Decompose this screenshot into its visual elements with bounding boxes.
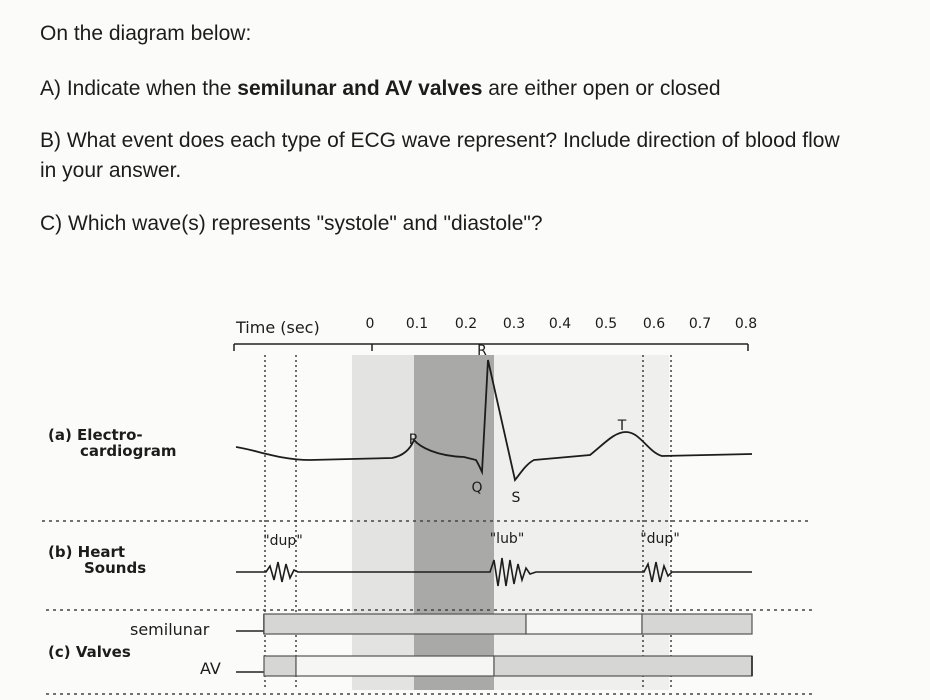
ecg-wave-t-label: T bbox=[617, 418, 627, 434]
time-axis-ticks bbox=[366, 316, 758, 332]
valves-row-label: (c) Valves bbox=[48, 643, 131, 661]
question-a-prefix: A) Indicate when the bbox=[40, 77, 238, 100]
ecg-wave-s-label: S bbox=[511, 490, 521, 506]
question-a-bold: semilunar and AV valves bbox=[237, 77, 483, 100]
tick-label: 0.1 bbox=[405, 316, 429, 332]
semilunar-valve-track bbox=[236, 614, 752, 634]
heart-sound-lub: "lub" bbox=[489, 531, 525, 547]
ecg-wave-p-label: P bbox=[408, 432, 418, 448]
semilunar-label: semilunar bbox=[130, 620, 210, 639]
question-b: B) What event does each type of ECG wave represent? Include direction of blood flow in your answer. bbox=[40, 129, 840, 182]
question-a-suffix: are either open or closed bbox=[482, 77, 721, 100]
ecg-wave-r-label: R bbox=[477, 343, 487, 359]
tick-label: 0.2 bbox=[454, 316, 478, 332]
tick-label: 0.3 bbox=[502, 316, 526, 332]
heart-sound-dup-left: "dup" bbox=[263, 533, 303, 549]
time-axis-label: Time (sec) bbox=[236, 318, 320, 337]
tick-label: 0.7 bbox=[688, 316, 712, 332]
ecg-row-label-1: (a) Electro- bbox=[48, 426, 143, 444]
av-valve-track bbox=[236, 656, 752, 676]
instruction-intro: On the diagram below: bbox=[40, 22, 252, 45]
tick-label: 0.5 bbox=[594, 316, 618, 332]
question-c: C) Which wave(s) represents "systole" and "diastole"? bbox=[40, 212, 543, 235]
ecg-row-label-2: cardiogram bbox=[80, 442, 177, 460]
tick-label: 0.4 bbox=[548, 316, 572, 332]
tick-label: 0 bbox=[365, 316, 375, 332]
av-label: AV bbox=[200, 659, 221, 678]
sounds-row-label-1: (b) Heart bbox=[48, 543, 126, 561]
tick-label: 0.6 bbox=[642, 316, 666, 332]
heart-sound-dup-right: "dup" bbox=[640, 531, 680, 547]
ecg-wave-q-label: Q bbox=[471, 480, 483, 496]
shaded-column-dark bbox=[414, 355, 494, 690]
tick-label: 0.8 bbox=[734, 316, 758, 332]
shaded-column-light bbox=[352, 355, 414, 690]
sounds-row-label-2: Sounds bbox=[84, 559, 147, 577]
